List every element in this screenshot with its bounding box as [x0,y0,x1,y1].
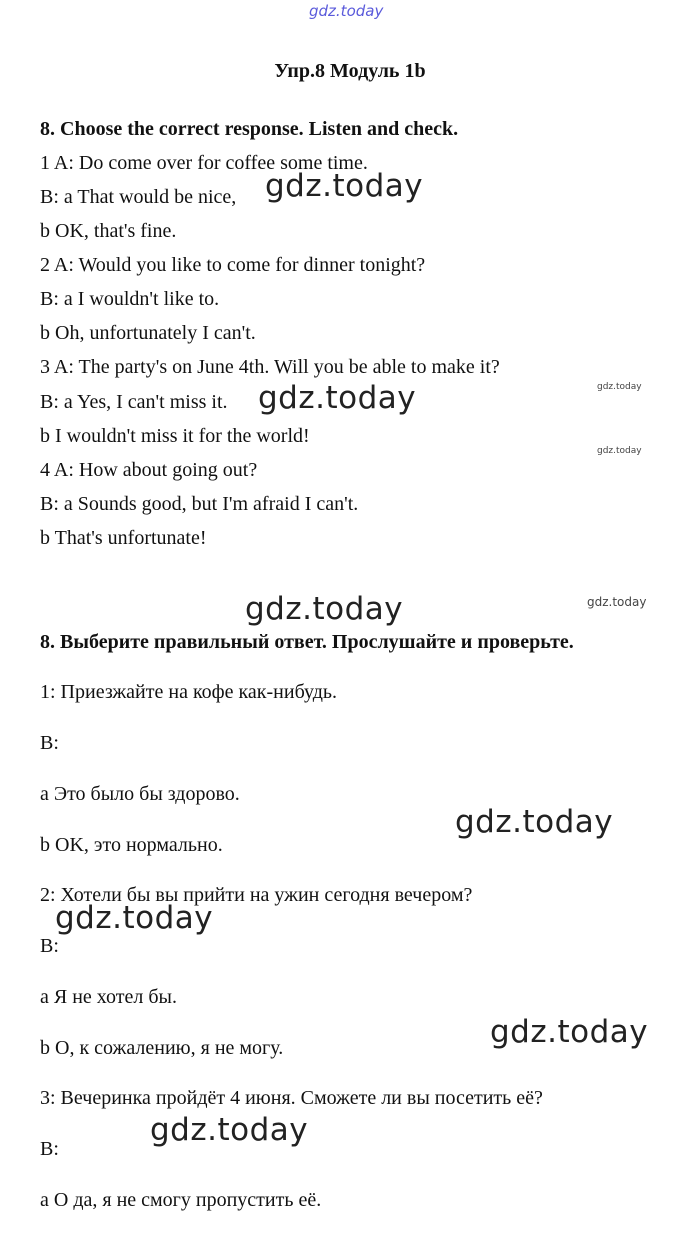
english-line: B: a Sounds good, but I'm afraid I can't. [40,493,359,515]
watermark: gdz.today [245,591,404,627]
watermark: gdz.today [490,1014,649,1050]
english-line: B: a That would be nice, [40,186,237,208]
english-line: 4 A: How about going out? [40,459,258,481]
watermark: gdz.today [455,804,614,840]
watermark: gdz.today [597,446,642,456]
russian-line: 1: Приезжайте на кофе как-нибудь. [40,681,338,703]
russian-line: 2: Хотели бы вы прийти на ужин сегодня вечером? [40,884,473,906]
russian-line: a Это было бы здорово. [40,783,240,805]
english-line: b I wouldn't miss it for the world! [40,425,310,447]
english-line: 2 A: Would you like to come for dinner tonight? [40,254,426,276]
watermark: gdz.today [55,900,214,936]
english-heading: 8. Choose the correct response. Listen and check. [40,118,459,140]
russian-line: B: [40,732,59,754]
russian-heading: 8. Выберите правильный ответ. Прослушайте и проверьте. [40,631,574,653]
watermark: gdz.today [150,1112,309,1148]
russian-line: 3: Вечеринка пройдёт 4 июня. Сможете ли вы посетить её? [40,1087,543,1109]
russian-line: B: [40,935,59,957]
english-line: b That's unfortunate! [40,527,207,549]
watermark-top: gdz.today [309,2,384,20]
watermark: gdz.today [587,595,647,609]
watermark: gdz.today [265,168,424,204]
english-line: b OK, that's fine. [40,220,177,242]
english-line: 3 A: The party's on June 4th. Will you be able to make it? [40,356,500,378]
english-line: B: a I wouldn't like to. [40,288,220,310]
watermark: gdz.today [597,382,642,392]
russian-line: a Я не хотел бы. [40,986,177,1008]
russian-line: b OK, это нормально. [40,834,223,856]
russian-line: b О, к сожалению, я не могу. [40,1037,284,1059]
russian-line: a О да, я не смогу пропустить её. [40,1189,322,1211]
english-line: 1 A: Do come over for coffee some time. [40,152,368,174]
watermark: gdz.today [258,380,417,416]
english-line: B: a Yes, I can't miss it. [40,391,228,413]
page-title: Упр.8 Модуль 1b [274,60,426,82]
russian-line: B: [40,1138,59,1160]
english-line: b Oh, unfortunately I can't. [40,322,256,344]
